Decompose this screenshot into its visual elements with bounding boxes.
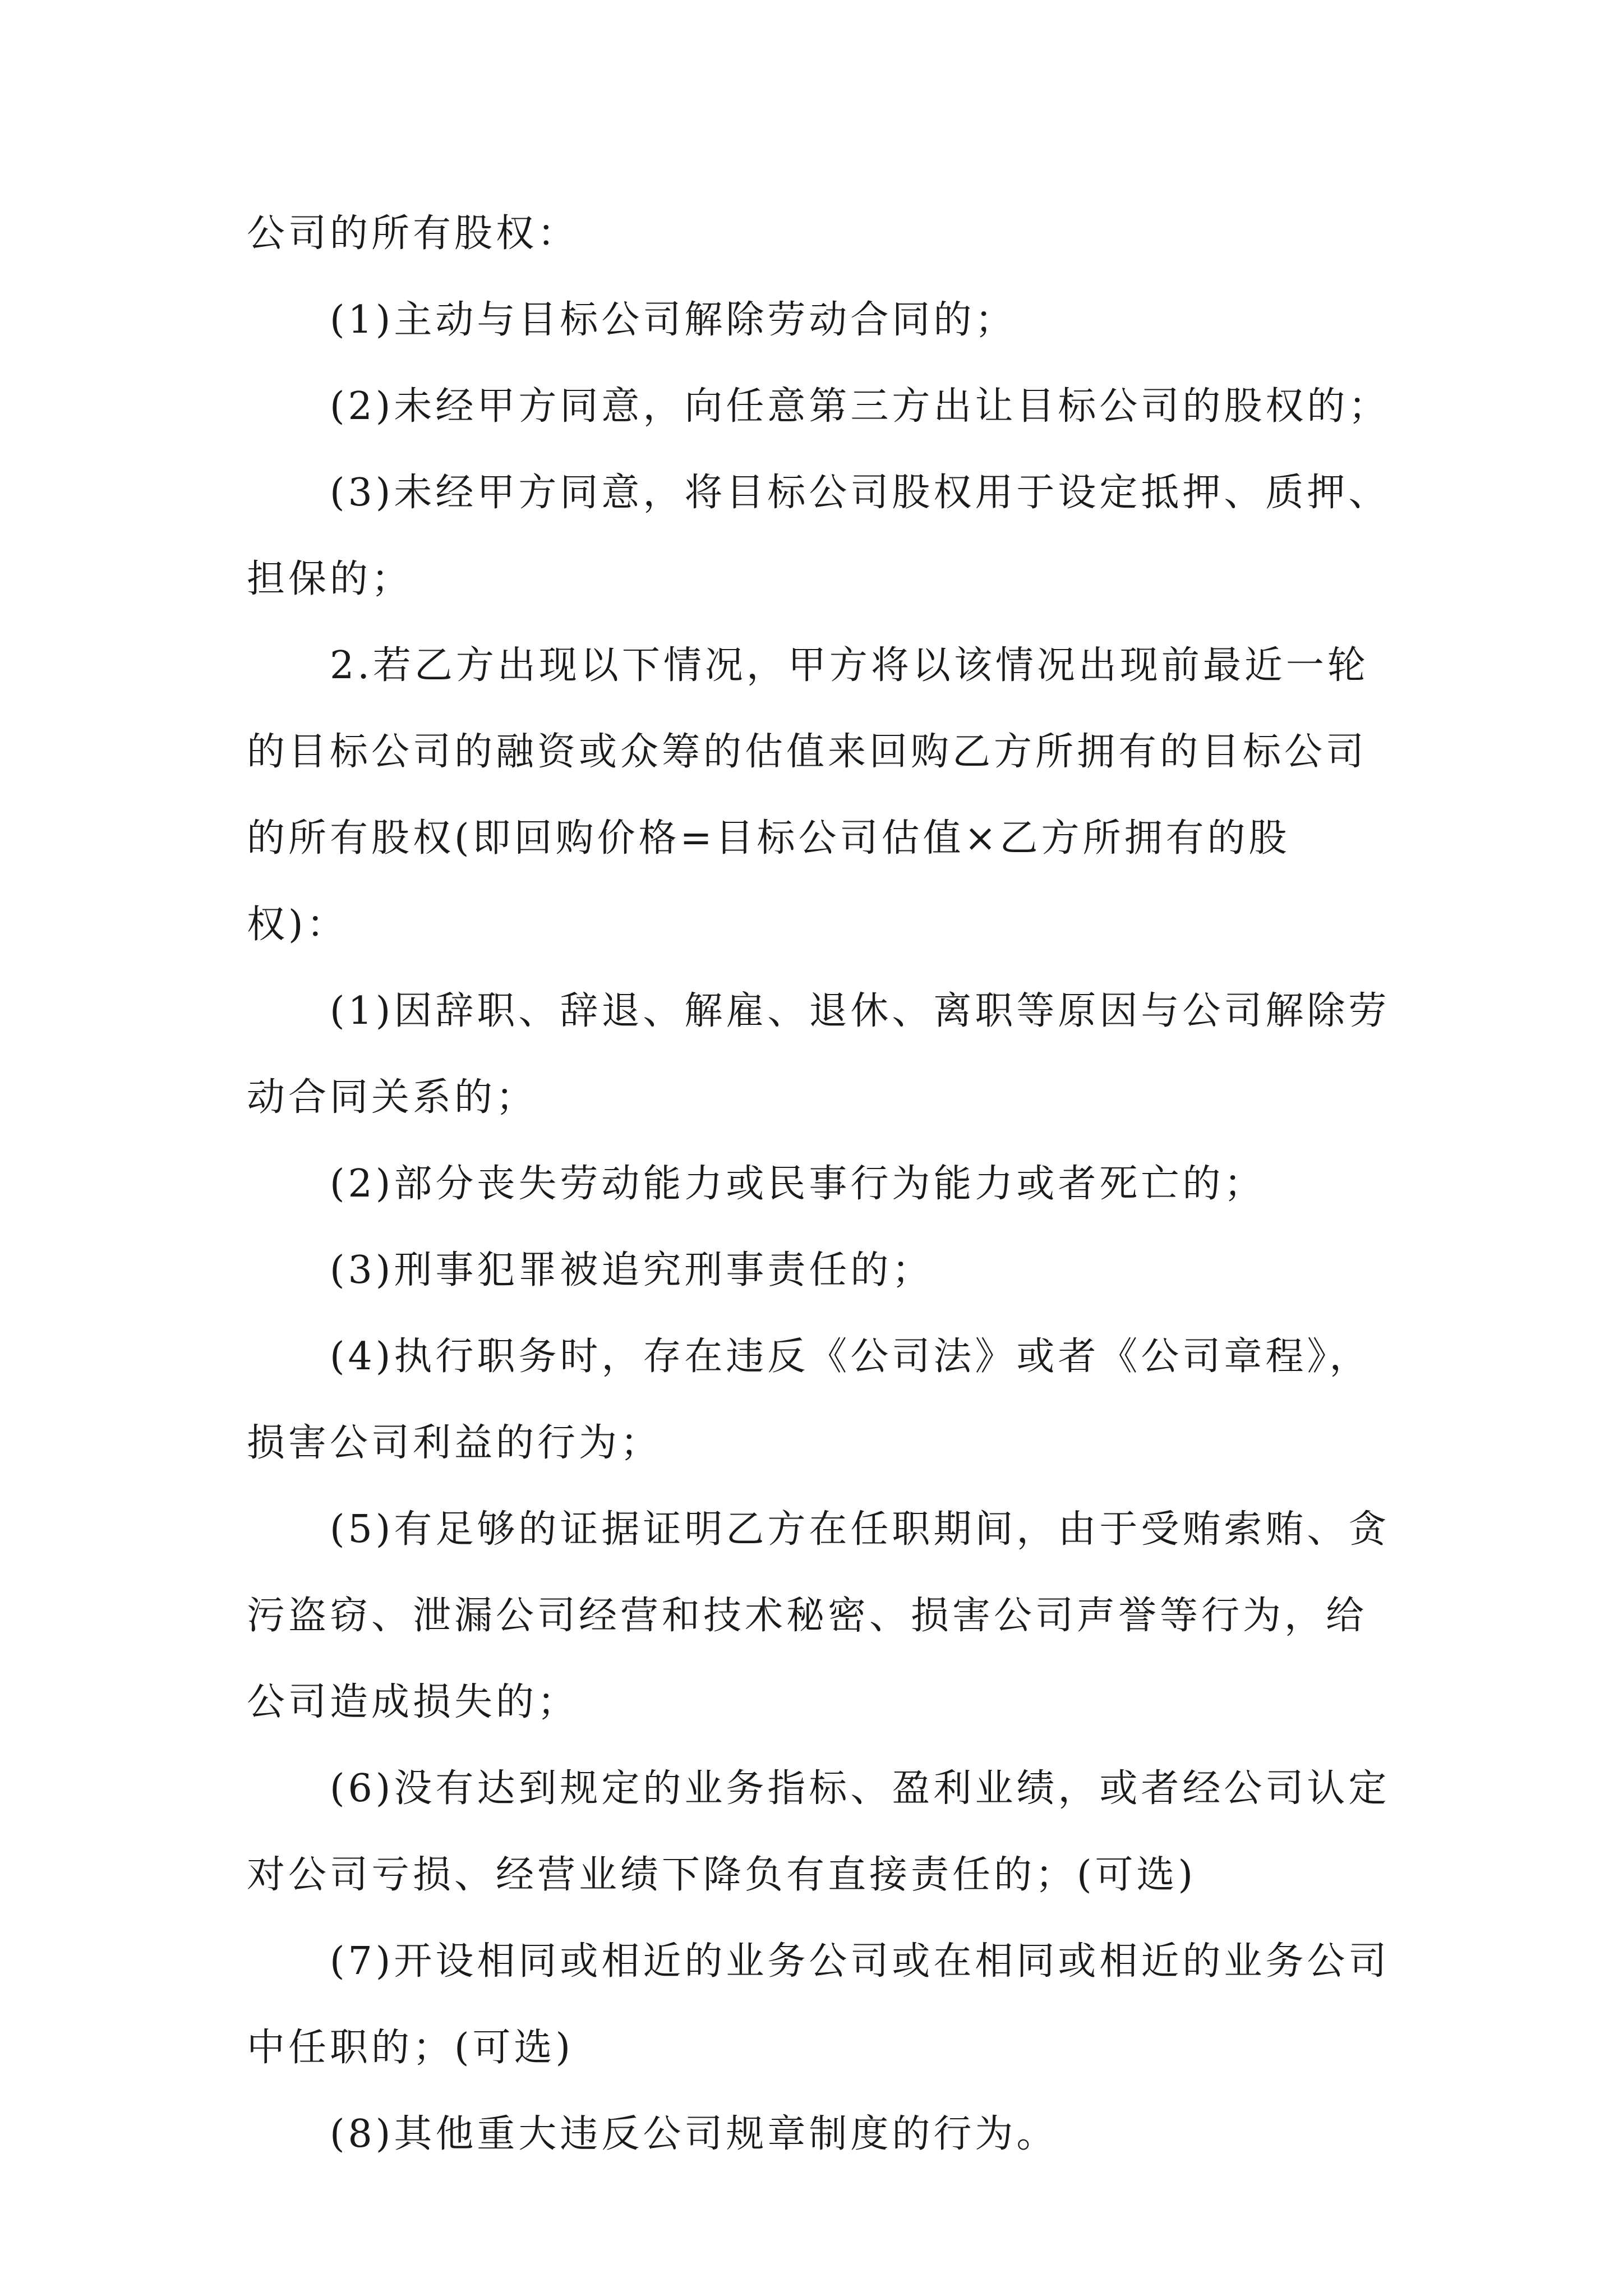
clause-2-heading: 2.若乙方出现以下情况，甲方将以该情况出现前最近一轮的目标公司的融资或众筹的估值来回购乙方所拥有的目标公司的所有股权(即回购价格=目标公司估值×乙方所拥有的股权)： <box>247 643 1369 947</box>
document-body <box>247 191 1391 2178</box>
clause-2-item-6: (6)没有达到规定的业务指标、盈利业绩，或者经公司认定对公司亏损、经营业绩下降负有直接责任的；(可选) <box>247 1766 1390 1897</box>
clause-1-item-2: (2)未经甲方同意，向任意第三方出让目标公司的股权的； <box>330 384 1390 429</box>
clause-2-item-1: (1)因辞职、辞退、解雇、退休、离职等原因与公司解除劳动合同关系的； <box>247 989 1390 1120</box>
clause-2-item-7: (7)开设相同或相近的业务公司或在相同或相近的业务公司中任职的；(可选) <box>247 1939 1390 2070</box>
paragraph-continuation: 公司的所有股权： <box>247 211 579 256</box>
clause-2-item-3: (3)刑事犯罪被追究刑事责任的； <box>330 1248 934 1292</box>
clause-2-item-4: (4)执行职务时，存在违反《公司法》或者《公司章程》，损害公司利益的行为； <box>247 1335 1371 1465</box>
clause-2-item-5: (5)有足够的证据证明乙方在任职期间，由于受贿索贿、贪污盗窃、泄漏公司经营和技术秘密、损害公司声誉等行为，给公司造成损失的； <box>247 1507 1390 1724</box>
clause-1-item-1: (1)主动与目标公司解除劳动合同的； <box>330 298 1017 342</box>
clause-1-item-3: (3)未经甲方同意，将目标公司股权用于设定抵押、质押、担保的； <box>247 471 1390 601</box>
clause-2-item-2: (2)部分丧失劳动能力或民事行为能力或者死亡的； <box>330 1162 1266 1206</box>
clause-2-item-8: (8)其他重大违反公司规章制度的行为。 <box>330 2112 1058 2156</box>
